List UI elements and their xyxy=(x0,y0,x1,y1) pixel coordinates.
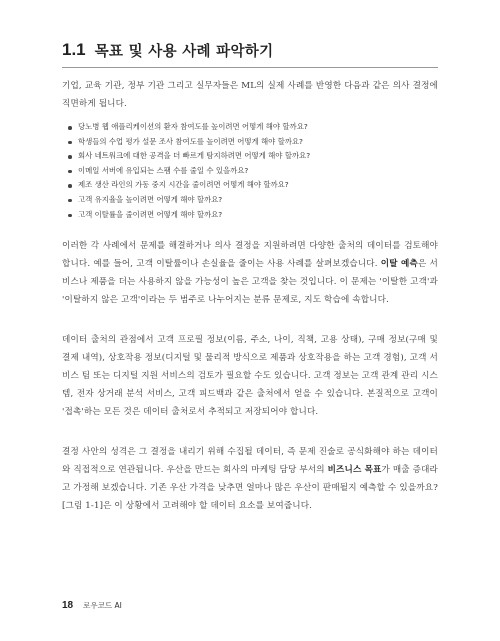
data-sources-paragraph: 데이터 출처의 관점에서 고객 프로필 정보(이름, 주소, 나이, 직책, 고용 상태), 구매 정보(구매 및 결제 내역), 상호작용 정보(디지털 및 물리적 방식으로 제품과 상호작용을 하는 고객 경험), 고객 서비스 팀 또는 디지털 지원 서비스의 검토가 필요할 수도 있습니다. 고객 정보는 고객 관계 관리 시스템, 전자 상거래 분석 서비스, 고객 피드백과 같은 출처에서 얻을 수 있습니다. 본질적으로 고객이 '접촉'하는 모든 것은 데이터 출처로서 추적되고 저장되어야 합니다. xyxy=(62,335,438,417)
churn-prediction-term: 이탈 예측 xyxy=(380,259,418,269)
section-number: 1.1 xyxy=(62,40,86,59)
list-item: 학생들의 수업 평가 설문 조사 참여도를 높이려면 어떻게 해야 할까요? xyxy=(62,135,438,150)
business-goal-term: 비즈니스 목표 xyxy=(327,465,382,475)
churn-paragraph-text-cont: 은 서비스나 제품을 더는 사용하지 않을 가능성이 높은 고객을 찾는 것입니다. 이 문제는 '이탈한 고객'과 '이탈하지 않은 고객'이라는 두 범주로 나누어지는 분류 문제로, 지도 학습에 속합니다. xyxy=(62,259,438,305)
list-item: 이메일 서버에 유입되는 스팸 수를 줄일 수 있을까요? xyxy=(62,164,438,179)
running-title: 로우코드 AI xyxy=(83,600,122,610)
list-item: 회사 네트워크에 대한 공격을 더 빠르게 탐지하려면 어떻게 해야 할까요? xyxy=(62,149,438,164)
churn-paragraph xyxy=(62,237,438,309)
section-heading xyxy=(62,38,442,62)
intro-paragraph: 기업, 교육 기관, 정부 기관 그리고 실무자들은 ML의 실제 사례를 반영한 다음과 같은 의사 결정에 직면하게 됩니다. xyxy=(62,81,438,109)
section-title: 목표 및 사용 사례 파악하기 xyxy=(94,43,274,60)
business-goal-text: 결정 사안의 성격은 그 결정을 내리기 위해 수집될 데이터, 즉 문제 진술로 공식화해야 하는 데이터와 직접적으로 연관됩니다. 우산을 만드는 회사의 마케팅 담당 부서의 xyxy=(62,447,438,475)
page-number: 18 xyxy=(62,599,74,611)
list-item: 당노병 웹 애플리케이션의 환자 참여도를 높이려면 어떻게 해야 할까요? xyxy=(62,120,438,135)
business-goal-paragraph xyxy=(62,443,438,515)
page-footer xyxy=(62,598,122,612)
churn-paragraph-text: 이러한 각 사례에서 문제를 해결하거나 의사 결정을 지원하려면 다양한 출처의 데이터를 검토해야 합니다. 예를 들어, 고객 이탈률이나 손실율을 줄이는 사용 사례를 살펴보겠습니다. xyxy=(62,241,438,269)
list-item: 고객 유지율을 높이려면 어떻게 해야 할까요? xyxy=(62,193,438,208)
list-item: 고객 이탈률을 줄이려면 어떻게 해야 할까요? xyxy=(62,208,438,223)
list-item: 제조 생산 라인의 가동 중지 시간을 줄이려면 어떻게 해야 할까요? xyxy=(62,178,438,193)
section-divider xyxy=(62,67,438,68)
decision-question-list xyxy=(62,120,438,222)
business-goal-text-cont: 가 매출 증대라고 가정해 보겠습니다. 기존 우산 가격을 낮추면 얼마나 많은 우산이 판매될지 예측할 수 있을까요? [그림 1-1]은 이 상황에서 고려해야 할 데이터 요소를 보여줍니다. xyxy=(62,465,438,511)
